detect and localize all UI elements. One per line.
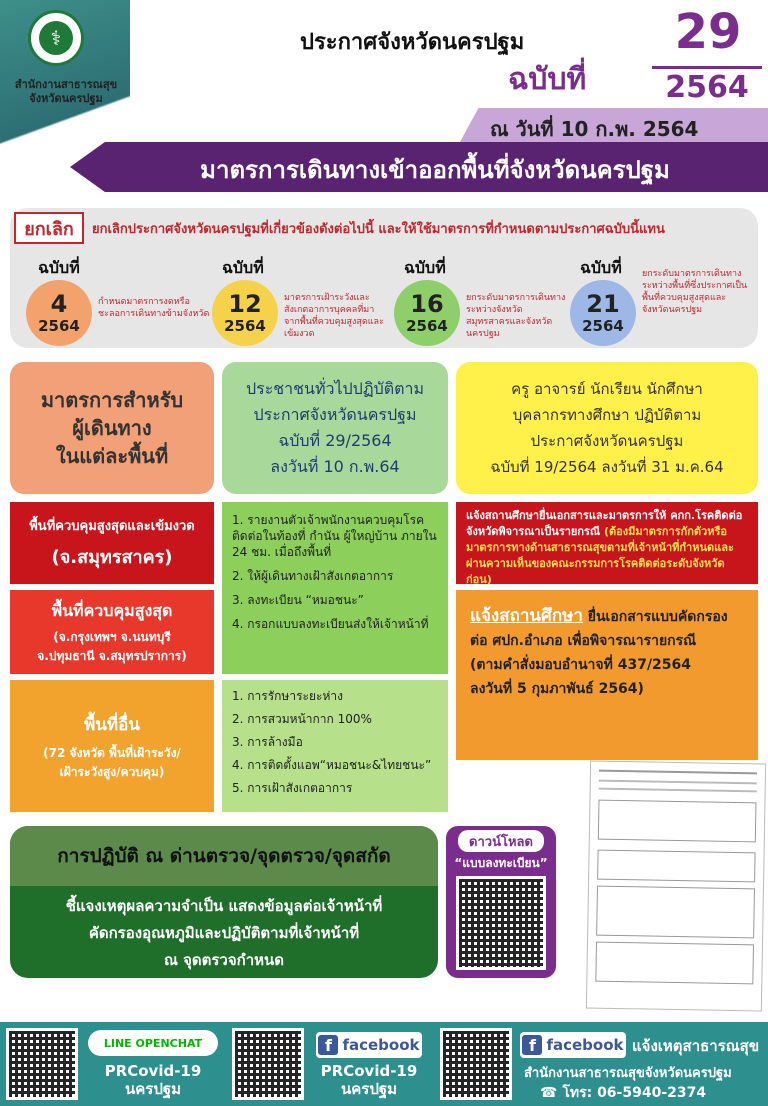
step-item: 5. การเฝ้าสังเกตอาการ	[232, 781, 353, 795]
issue-description: ยกระดับมาตรการเดินทางระหว่างจังหวัดสมุทรสาครและจังหวัดนครปฐม	[466, 293, 566, 339]
issue-label: ฉบับที่	[222, 258, 264, 277]
step-item: 4. การติดตั้งแอพ“หมอชนะ&ไทยชนะ”	[232, 758, 432, 772]
main-title: มาตรการเดินทางเข้าออกพื้นที่จังหวัดนครปฐม	[200, 156, 670, 184]
line-qr-code[interactable]	[6, 1028, 78, 1100]
title-line1: ประกาศจังหวัดนครปฐม	[300, 30, 525, 55]
zone-other: พื้นที่อื่น (72 จังหวัด พื้นที่เฝ้าระวัง/ เฝ้าระวังสูง/ควบคุม)	[10, 680, 214, 812]
cancelled-issue-badge: 12 2564	[212, 280, 278, 346]
issue-date: ณ วันที่ 10 ก.พ. 2564	[490, 117, 699, 141]
cancelled-issue-badge: 16 2564	[394, 280, 460, 346]
step-item: 1. การรักษาระยะห่าง	[232, 689, 343, 703]
column-head-public: ประชาชนทั่วไปปฏิบัติตาม ประกาศจังหวัดนครปฐม ฉบับที่ 29/2564 ลงวันที่ 10 ก.พ.64	[222, 362, 448, 494]
download-label: ดาวน์โหลด	[458, 830, 544, 852]
step-item: 2. การสวมหน้ากาก 100%	[232, 712, 372, 726]
report-phone: ☎ โทร: 06-5940-2374	[540, 1085, 707, 1101]
line-openchat-label: LINE OPENCHAT	[103, 1036, 203, 1050]
column-head-traveller: มาตรการสำหรับ ผู้เดินทาง ในแต่ละพื้นที่	[10, 362, 214, 494]
issue-year: 2564	[665, 70, 749, 105]
column-head-school: ครู อาจารย์ นักเรียน นักศึกษา บุคลากรทางศึกษา ปฏิบัติตาม ประกาศจังหวัดนครปฐม ฉบับที่ 19/2564 ลงวันที่ 31 ม.ค.64	[456, 362, 758, 494]
issue-description: มาตรการเฝ้าระวังและสังเกตอาการบุคคลที่มาจากพื้นที่ควบคุมสูงสุดและเข้มงวด	[284, 293, 384, 339]
phone-icon: ☎	[540, 1085, 558, 1101]
school-red-zone: แจ้งสถานศึกษายื่นเอกสารและมาตรการให้ คกก.โรคติดต่อจังหวัดพิจารณาเป็นรายกรณี (ต้องมีมาตรการกักตัวหรือมาตรการทางด้านสาธารณสุขตามที่เจ้าหน้าที่กำหนดและผ่านความเห็นของคณะกรรมการโรคติดต่อระดับจังหวัดก่อน)	[456, 502, 758, 584]
cancelled-issue-badge: 21 2564	[570, 280, 636, 346]
download-subtitle: “แบบลงทะเบียน”	[454, 856, 548, 870]
checkpoint-title: การปฏิบัติ ณ ด่านตรวจ/จุดตรวจ/จุดสกัด	[57, 845, 391, 867]
facebook-badge-report[interactable]: f facebook	[520, 1032, 626, 1058]
line-channel-name: PRCovid-19 นครปฐม	[104, 1062, 202, 1098]
line-openchat-badge[interactable]	[88, 1030, 218, 1056]
office-name: สำนักงานสาธารณสุข จังหวัดนครปฐม	[14, 78, 118, 105]
issue-label: ฉบับที่	[38, 258, 80, 277]
report-qr-code[interactable]	[440, 1028, 512, 1100]
download-qr-code[interactable]	[456, 876, 546, 970]
registration-form-image	[586, 760, 766, 1011]
caduceus-icon: ⚕	[39, 21, 73, 55]
zone-max-strict: พื้นที่ควบคุมสูงสุดและเข้มงวด (จ.สมุทรสาคร)	[10, 502, 214, 584]
cancel-text: ยกเลิกประกาศจังหวัดนครปฐมที่เกี่ยวข้องดังต่อไปนี้ และให้ใช้มาตรการที่กำหนดตามประกาศฉบับนี้แทน	[92, 222, 665, 237]
report-office: สำนักงานสาธารณสุขจังหวัดนครปฐม	[524, 1066, 732, 1081]
step-item: 3. ลงทะเบียน “หมอชนะ”	[232, 593, 364, 607]
facebook-badge[interactable]: f facebook	[316, 1032, 422, 1058]
facebook-icon: f	[522, 1035, 542, 1055]
step-item: 3. การล้างมือ	[232, 735, 303, 749]
cancelled-issue-badge: 4 2564	[26, 280, 92, 346]
facebook-icon: f	[318, 1035, 338, 1055]
zone-max: พื้นที่ควบคุมสูงสุด (จ.กรุงเทพฯ จ.นนทบุรี จ.ปทุมธานี จ.สมุทรปราการ)	[10, 590, 214, 674]
issue-number: 29	[674, 4, 742, 60]
school-other-zone: แจ้งสถานศึกษา ยื่นเอกสารแบบคัดกรอง ต่อ ศปก.อำเภอ เพื่อพิจารณารายกรณี (ตามคำสั่งมอบอำนาจที่ 437/2564 ลงวันที่ 5 กุมภาพันธ์ 2564)	[456, 590, 758, 760]
step-item: 1. รายงานตัวเจ้าพนักงานควบคุมโรคติดต่อในท้องที่ กำนัน ผู้ใหญ่บ้าน ภายใน 24 ชม. เมื่อถึงพื้นที่	[232, 513, 437, 559]
checkpoint-body: ชี้แจงเหตุผลความจำเป็น แสดงข้อมูลต่อเจ้าหน้าที่ คัดกรองอุณหภูมิและปฏิบัติตามที่เจ้าหน้าที่ ณ จุดตรวจกำหนด	[65, 896, 383, 969]
report-title: แจ้งเหตุสาธารณสุข	[632, 1037, 760, 1055]
title-line2: ฉบับที่	[508, 62, 587, 97]
cancel-tag: ยกเลิก	[14, 212, 84, 244]
facebook-page-name: PRCovid-19 นครปฐม	[320, 1062, 418, 1098]
step-item: 4. กรอกแบบลงทะเบียนส่งให้เจ้าหน้าที่	[232, 617, 429, 631]
issue-divider	[652, 66, 762, 69]
issue-label: ฉบับที่	[404, 258, 446, 277]
ministry-logo	[28, 10, 84, 66]
checkpoint-header	[10, 826, 438, 886]
issue-label: ฉบับที่	[580, 258, 622, 277]
public-steps-red-zone	[222, 502, 448, 674]
issue-description: ยกระดับมาตรการเดินทางระหว่างพื้นที่ซึ่งประกาศเป็นพื้นที่ควบคุมสูงสุดและจังหวัดนครปฐม	[642, 269, 748, 315]
public-steps-other-zone	[222, 680, 448, 812]
issue-description: กำหนดมาตรการงดหรือชะลอการเดินทางข้ามจังหวัด	[98, 297, 210, 319]
facebook-qr-code[interactable]	[232, 1028, 304, 1100]
step-item: 2. ให้ผู้เดินทางเฝ้าสังเกตอาการ	[232, 569, 394, 583]
